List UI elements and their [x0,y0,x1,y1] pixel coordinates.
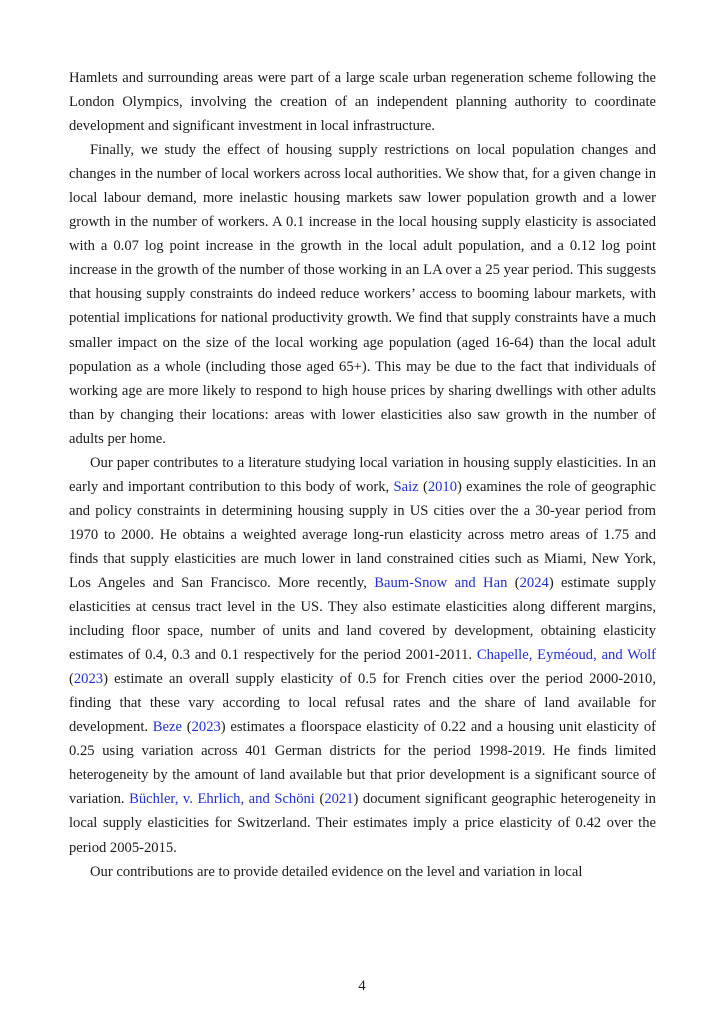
citation-link[interactable]: 2024 [519,574,549,591]
citation-link[interactable]: Beze [152,719,182,736]
paragraph-text: ( [507,574,520,591]
paragraph [69,451,656,860]
citation-link[interactable]: Saiz [393,478,419,495]
paragraph-text: Finally, we study the effect of housing supply restrictions on local population changes and changes in the number of local workers across local authorities. We show that, for a given change in local labour demand, more inelastic housing markets saw lower population growth and a lower growth in the number of workers. A 0.1 increase in the local housing supply elasticity is associated with a 0.07 log point increase in the growth in the local adult population, and a 0.12 log point increase in the growth of the number of those working in an LA over a 25 year period. This suggests that housing supply constraints do indeed reduce workers’ access to booming labour markets, with potential implications for national productivity growth. We find that supply constraints have a much smaller impact on the size of the local working age population (aged 16-64) than the local adult population as a whole (including those aged 65+). This may be due to the fact that individuals of working age are more likely to respond to high house prices by sharing dwellings with other adults than by changing their locations: areas with lower elasticities also saw growth in the number of adults per home. [69,142,656,447]
citation-link[interactable]: Büchler, v. Ehrlich, and Schöni [129,791,315,808]
paragraph-text: ) document significant geographic heterogeneity in local supply elasticities for Switzerland. Their estimates imply a price elasticity of 0.42 over the period 2005-2015. [69,791,656,856]
paragraph-text: ( [69,671,74,688]
paragraph-text: ( [314,791,325,808]
paragraph [69,66,656,138]
citation-link[interactable]: 2010 [427,478,457,495]
paragraph-text: Hamlets and surrounding areas were part of a large scale urban regeneration scheme following the London Olympics, involving the creation of an independent planning authority to coordinate development and significant investment in local infrastructure. [69,70,656,135]
paragraph [69,138,656,451]
citation-link[interactable]: Baum-Snow and Han [374,574,508,591]
body-text [69,66,656,884]
paragraph [69,860,656,884]
page-number: 4 [358,978,366,994]
document-page [69,66,656,884]
paragraph-text: ) estimate supply elasticities at census tract level in the US. They also estimate elasticities along different margins, including floor space, number of units and land covered by development, obtaining elasticity estimates of 0.4, 0.3 and 0.1 respectively for the period 2001-2011. [69,574,656,664]
paragraph-text: Our contributions are to provide detailed evidence on the level and variation in local [90,863,583,880]
citation-link[interactable]: Chapelle, Eyméoud, and Wolf [476,647,657,664]
paragraph-text: Our paper contributes to a literature studying local variation in housing supply elasticities. In an early and important contribution to this body of work, [69,454,656,495]
paragraph-text: ) examines the role of geographic and policy constraints in determining housing supply in US cities over the a 30-year period from 1970 to 2000. He obtains a weighted average long-run elasticity across metro areas of 1.75 and finds that supply elasticities are much lower in land constrained cities such as Miami, New York, Los Angeles and San Francisco. More recently, [69,478,657,591]
citation-link[interactable]: 2023 [73,671,104,688]
citation-link[interactable]: 2021 [324,791,354,808]
paragraph-text: ( [418,478,428,495]
paragraph-text: ) estimate an overall supply elasticity of 0.5 for French cities over the period 2000-2010, finding that these vary according to local refusal rates and the share of land available for development. [69,671,656,736]
paragraph-text: ( [181,719,192,736]
paragraph-text: ) estimates a floorspace elasticity of 0.22 and a housing unit elasticity of 0.25 using variation across 401 German districts for the period 1998-2019. He finds limited heterogeneity by the amount of land available but that prior development is a significant source of variation. [69,719,656,808]
citation-link[interactable]: 2023 [191,719,221,736]
